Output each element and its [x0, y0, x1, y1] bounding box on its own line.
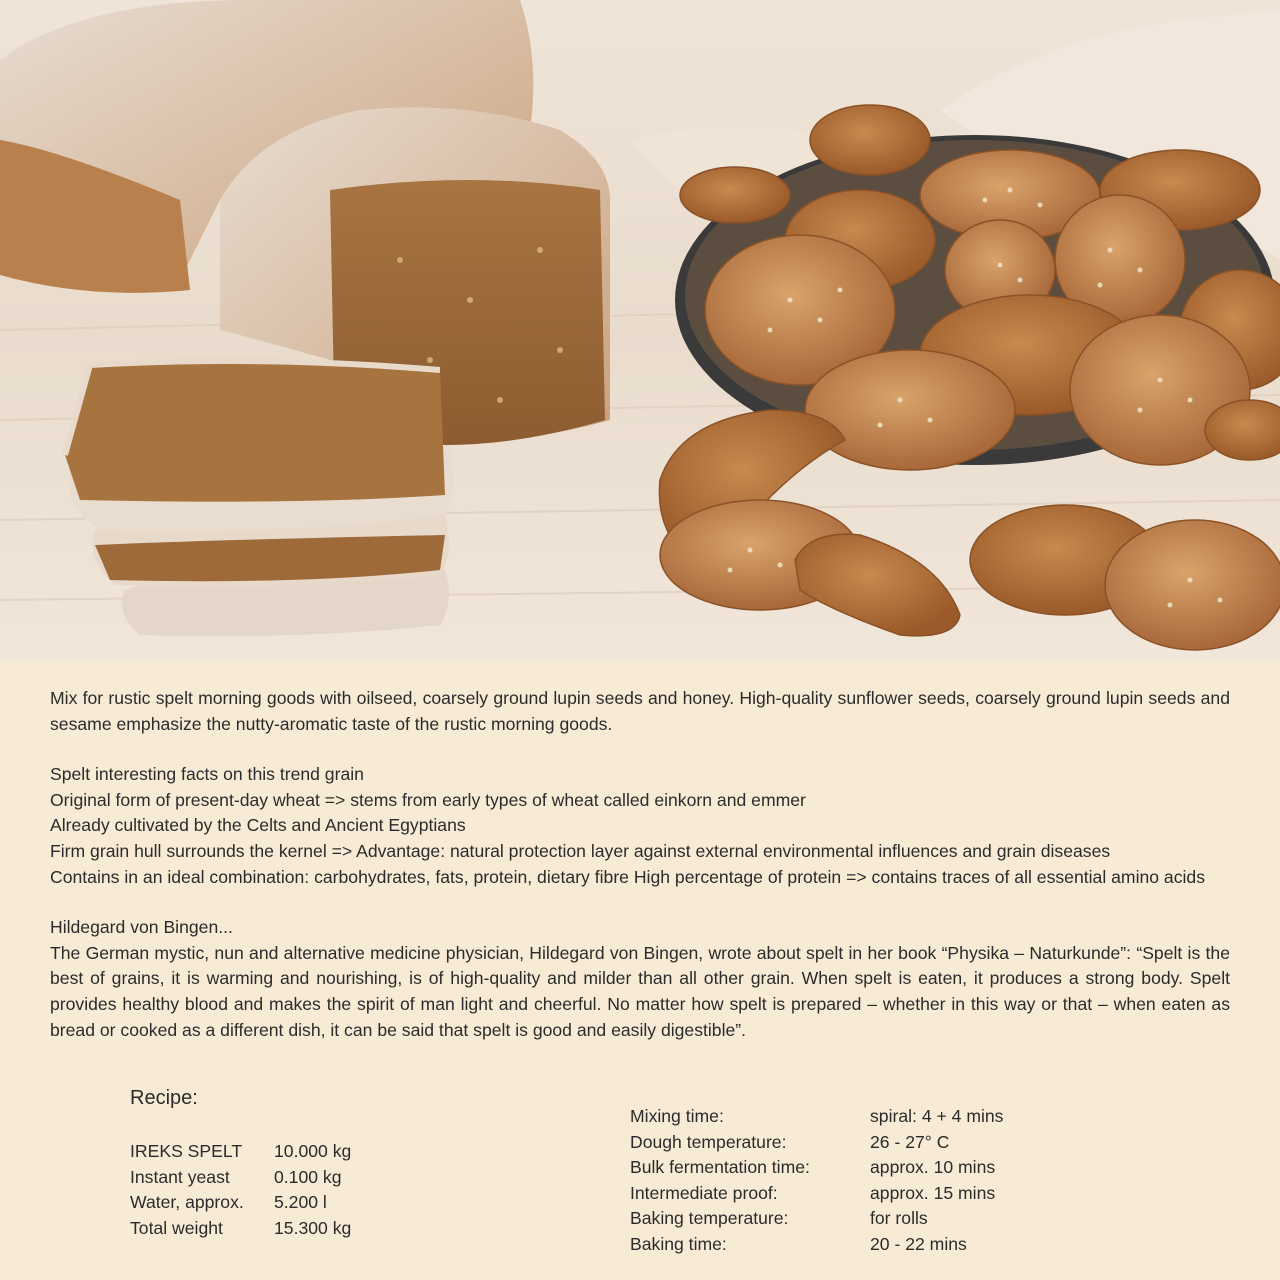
hildegard-heading: Hildegard von Bingen... — [50, 917, 233, 938]
ingredient-name: IREKS SPELT — [130, 1141, 243, 1161]
ingredient-name: Total weight — [130, 1217, 223, 1238]
facts-heading: Spelt interesting facts on this trend grain — [50, 764, 364, 785]
parameter-row — [630, 1206, 1230, 1232]
parameter-row — [630, 1104, 1230, 1130]
ingredient-amount: 10.000 kg — [274, 1141, 352, 1161]
parameter-label: Bulk fermentation time: — [630, 1157, 810, 1178]
hildegard-quote: The German mystic, nun and alternative medicine physician, Hildegard von Bingen, wrote about spelt in her book “Physika – Naturkunde”: “Spelt is the best of grains, it is warming and nourishing, is of high-quality and milder than all other grain. When spelt is eaten, it produces a strong body. Spelt provides healthy blood and makes the spirit of man light and cheerful. No matter how spelt is prepared – whether in this way or that – when eaten as bread or cooked as a different dish, it can be said that spelt is good and easily digestible”. — [50, 942, 1230, 1040]
parameter-label: Intermediate proof: — [630, 1182, 778, 1203]
ingredient-row — [130, 1190, 550, 1216]
fact-item: Contains in an ideal combination: carbohydrates, fats, protein, dietary fibre High percentage of protein => contains traces of all essential amino acids — [50, 866, 1206, 887]
ingredient-name: Instant yeast — [130, 1166, 230, 1187]
ingredient-row — [130, 1139, 550, 1165]
parameter-value: approx. 10 mins — [870, 1157, 996, 1178]
parameter-row — [630, 1130, 1230, 1156]
parameter-label: Baking time: — [630, 1233, 727, 1254]
intro-paragraph: Mix for rustic spelt morning goods with oilseed, coarsely ground lupin seeds and honey. High-quality sunflower seeds, coarsely ground lupin seeds and sesame emphasize the nutty-aromatic taste of the rustic morning goods. — [50, 688, 1230, 734]
parameter-label: Dough temperature: — [630, 1131, 787, 1152]
parameter-value: spiral: 4 + 4 mins — [870, 1106, 1004, 1126]
fact-item: Already cultivated by the Celts and Ancient Egyptians — [50, 815, 466, 836]
parameter-value: for rolls — [870, 1208, 928, 1229]
parameter-label: Mixing time: — [630, 1106, 724, 1126]
ingredient-amount: 15.300 kg — [274, 1217, 352, 1238]
parameter-row — [630, 1232, 1230, 1258]
ingredient-name: Water, approx. — [130, 1192, 244, 1213]
parameter-value: 20 - 22 mins — [870, 1233, 967, 1254]
ingredient-row — [130, 1165, 550, 1191]
recipe-title: Recipe: — [130, 1087, 198, 1109]
parameter-label: Baking temperature: — [630, 1208, 789, 1229]
parameter-value: 26 - 27° C — [870, 1131, 950, 1152]
process-parameters — [630, 1104, 1230, 1258]
parameter-value: approx. 15 mins — [870, 1182, 996, 1203]
description-text — [50, 686, 1230, 1043]
fact-item: Firm grain hull surrounds the kernel => Advantage: natural protection layer against external environmental influences and grain diseases — [50, 840, 1111, 861]
parameter-row — [630, 1155, 1230, 1181]
fact-item: Original form of present-day wheat => stems from early types of wheat called einkorn and emmer — [50, 789, 806, 810]
ingredient-amount: 5.200 l — [274, 1192, 327, 1213]
ingredient-amount: 0.100 kg — [274, 1166, 342, 1187]
parameter-row — [630, 1181, 1230, 1207]
recipe-block — [130, 1085, 550, 1241]
ingredient-row — [130, 1216, 550, 1242]
